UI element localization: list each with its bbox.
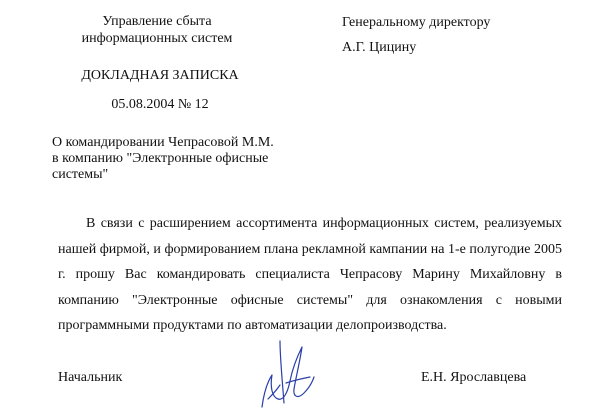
signatory-name: Е.Н. Ярославцева [421,370,527,385]
subject-block [52,135,292,183]
document-type: ДОКЛАДНАЯ ЗАПИСКА [81,68,239,83]
subject-line-3: системы" [52,167,109,182]
sender-line-2: информационных систем [81,31,233,46]
addressee-name: А.Г. Цицину [342,40,417,55]
document-date-number: 05.08.2004 № 12 [111,97,209,112]
sender-line-1: Управление сбыта [102,14,212,29]
memo-body: В связи с расширением ассортимента информационных систем, реализуемых нашей фирмой, и формированием плана рекламной кампании на 1-е полугодие 2005 г. прошу Вас командировать специалиста Чепрасову Марину Михайловну в компанию "Электронные офисные системы" для ознакомления с новыми программными продуктами по автоматизации делопроизводства. [58,216,562,333]
subject-line-1: О командировании Чепрасовой М.М. [52,135,274,150]
signature-icon [250,337,326,415]
addressee-position: Генеральному директору [342,15,491,30]
signatory-position: Начальник [58,370,123,385]
subject-line-2: в компанию "Электронные офисные [52,151,269,166]
addressee-block [342,13,582,57]
sender-block [52,13,262,47]
